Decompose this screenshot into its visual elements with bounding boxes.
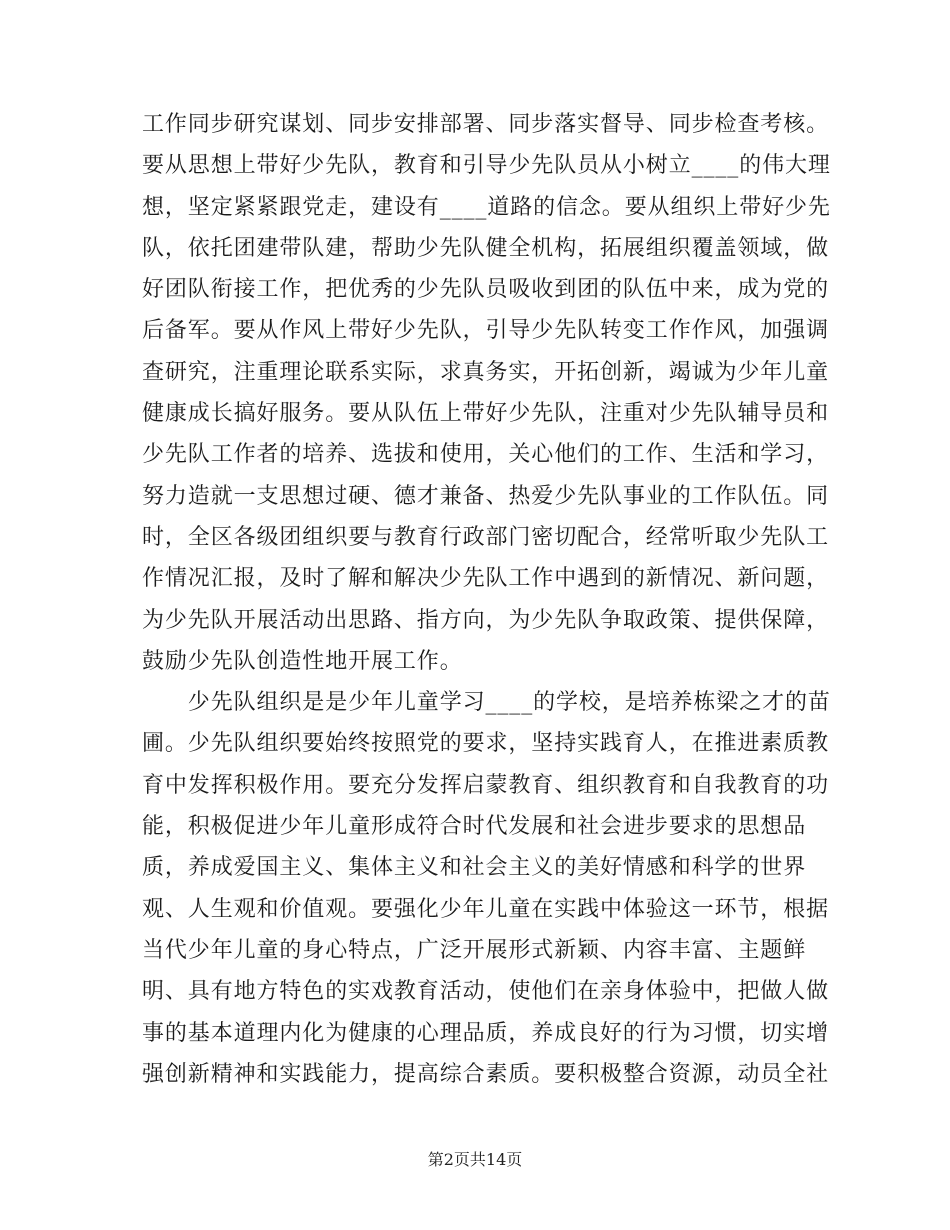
text-line: 明、具有地方特色的实戏教育活动，使他们在亲身体验中，把做人做 — [142, 979, 830, 1005]
text-line: 鼓励少先队创造性地开展工作。 — [142, 648, 463, 674]
text-line: 少先队工作者的培养、选拔和使用，关心他们的工作、生活和学习， — [142, 442, 830, 468]
text-line: 强创新精神和实践能力，提高综合素质。要积极整合资源，动员全社 — [142, 1061, 830, 1087]
text-line: 时，全区各级团组织要与教育行政部门密切配合，经常听取少先队工 — [142, 524, 830, 550]
body-text — [142, 104, 831, 1095]
text-line: 想，坚定紧紧跟党走，建设有____道路的信念。要从组织上带好少先 — [142, 194, 831, 220]
text-line: 事的基本道理内化为健康的心理品质，养成良好的行为习惯，切实增 — [142, 1020, 830, 1046]
text-line: 工作同步研究谋划、同步安排部署、同步落实督导、同步检查考核。 — [142, 112, 830, 137]
page-number-footer: 第2页共14页 — [427, 1150, 523, 1169]
text-line: 能，积极促进少年儿童形成符合时代发展和社会进步要求的思想品 — [142, 814, 807, 840]
text-line: 努力造就一支思想过硬、德才兼备、热爱少先队事业的工作队伍。同 — [142, 483, 830, 509]
text-line: 作情况汇报，及时了解和解决少先队工作中遇到的新情况、新问题， — [142, 566, 830, 592]
text-line: 质，养成爱国主义、集体主义和社会主义的美好情感和科学的世界 — [142, 855, 807, 881]
paragraph-start-line: 少先队组织是是少年儿童学习____的学校，是培养栋梁之才的苗 — [142, 690, 831, 716]
text-line: 健康成长搞好服务。要从队伍上带好少先队，注重对少先队辅导员和 — [142, 401, 830, 427]
text-line: 好团队衔接工作，把优秀的少先队员吸收到团的队伍中来，成为党的 — [142, 277, 830, 303]
text-line: 查研究，注重理论联系实际，求真务实，开拓创新，竭诚为少年儿童 — [142, 359, 830, 385]
text-line: 要从思想上带好少先队，教育和引导少先队员从小树立____的伟大理 — [142, 153, 831, 179]
text-line: 后备军。要从作风上带好少先队，引导少先队转变工作作风，加强调 — [142, 318, 830, 344]
text-line: 育中发挥积极作用。要充分发挥启蒙教育、组织教育和自我教育的功 — [142, 772, 830, 798]
text-line: 队，依托团建带队建，帮助少先队健全机构，拓展组织覆盖领域，做 — [142, 235, 830, 261]
text-line: 观、人生观和价值观。要强化少年儿童在实践中体验这一环节，根据 — [142, 896, 830, 922]
text-line: 当代少年儿童的身心特点，广泛开展形式新颖、内容丰富、主题鲜 — [142, 937, 807, 963]
text-line: 为少先队开展活动出思路、指方向，为少先队争取政策、提供保障， — [142, 607, 830, 633]
text-line: 圃。少先队组织要始终按照党的要求，坚持实践育人，在推进素质教 — [142, 731, 830, 757]
